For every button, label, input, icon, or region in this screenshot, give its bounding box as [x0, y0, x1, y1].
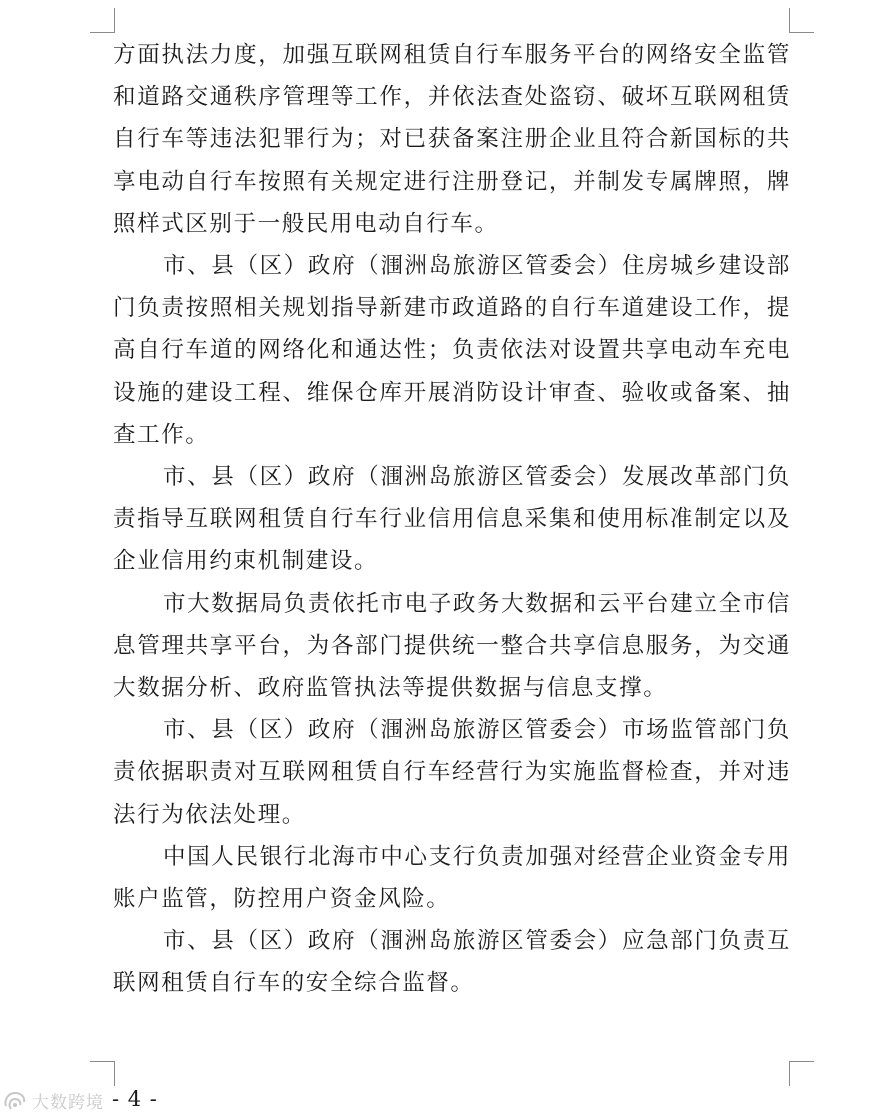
- watermark-logo-icon: [2, 1090, 28, 1112]
- paragraph-6: 中国人民银行北海市中心支行负责加强对经营企业资金专用账户监管，防控用户资金风险。: [113, 843, 791, 913]
- paragraph-1: 方面执法力度，加强互联网租赁自行车服务平台的网络安全监管和道路交通秩序管理等工作，并依法查处盗窃、破坏互联网租赁自行车等违法犯罪行为；对已获备案注册企业且符合新国标的共享电动自行车按照有关规定进行注册登记，并制发专属牌照，牌照样式区别于一般民用电动自行车。: [113, 42, 791, 237]
- watermark-text: 大数跨境: [32, 1093, 104, 1113]
- document-body: [113, 34, 791, 1005]
- page-number: - 4 -: [112, 1087, 158, 1111]
- crop-mark-top-left: [90, 8, 115, 33]
- paragraph-3: 市、县（区）政府（涠洲岛旅游区管委会）发展改革部门负责指导互联网租赁自行车行业信用信息采集和使用标准制定以及企业信用约束机制建设。: [113, 464, 791, 575]
- crop-mark-bottom-right: [789, 1061, 814, 1086]
- paragraph-2: 市、县（区）政府（涠洲岛旅游区管委会）住房城乡建设部门负责按照相关规划指导新建市政道路的自行车道建设工作，提高自行车道的网络化和通达性；负责依法对设置共享电动车充电设施的建设工程、维保仓库开展消防设计审查、验收或备案、抽查工作。: [113, 253, 791, 448]
- watermark: [2, 1088, 104, 1113]
- crop-mark-bottom-left: [90, 1061, 115, 1086]
- paragraph-7: 市、县（区）政府（涠洲岛旅游区管委会）应急部门负责互联网租赁自行车的安全综合监督。: [113, 928, 791, 997]
- paragraph-4: 市大数据局负责依托市电子政务大数据和云平台建立全市信息管理共享平台，为各部门提供统一整合共享信息服务，为交通大数据分析、政府监管执法等提供数据与信息支撑。: [113, 590, 791, 702]
- crop-mark-top-right: [789, 8, 814, 33]
- paragraph-5: 市、县（区）政府（涠洲岛旅游区管委会）市场监管部门负责依据职责对互联网租赁自行车经营行为实施监督检查，并对违法行为依法处理。: [113, 717, 791, 828]
